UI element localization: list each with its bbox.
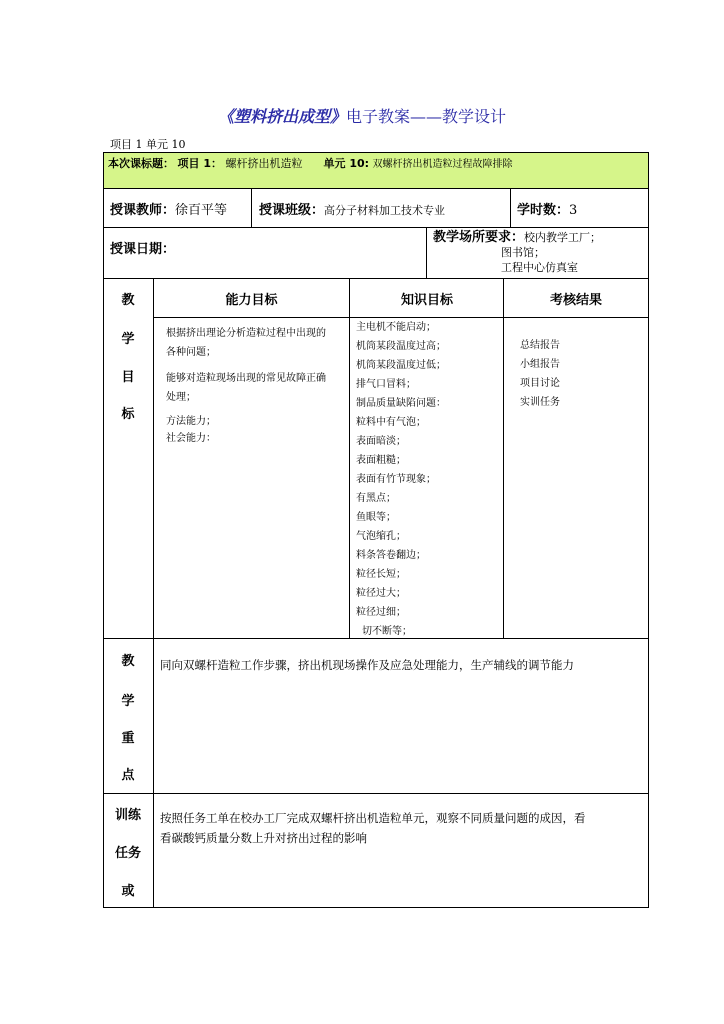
knowledge-item: 机筒某段温度过高； — [356, 341, 446, 352]
training-side-1: 训练 — [114, 808, 141, 823]
knowledge-item: 主电机不能启动； — [356, 322, 436, 333]
row-line — [103, 278, 649, 279]
col-ability-header: 能力目标 — [225, 293, 278, 308]
objectives-side-3: 目 — [121, 370, 135, 385]
class-value: 高分子材料加工技术专业 — [324, 204, 446, 217]
knowledge-item: 粒料中有气泡； — [356, 417, 426, 428]
ability-item: 各种问题； — [166, 347, 216, 358]
row-line — [103, 188, 649, 189]
row-line — [103, 793, 649, 794]
topic-label: 本次课标题： — [108, 157, 174, 170]
document-title-book: 《塑料挤出成型》 — [217, 107, 346, 126]
project-value: 螺杆挤出机造粒 — [225, 157, 303, 170]
knowledge-item: 粒径过细； — [356, 607, 406, 618]
training-line-2: 看碳酸钙质量分数上升对挤出过程的影响 — [160, 831, 367, 845]
document-title — [0, 104, 724, 127]
objectives-side-1: 教 — [121, 293, 135, 308]
knowledge-item: 鱼眼等； — [356, 512, 396, 523]
unit-value: 双螺杆挤出机造粒过程故障排除 — [372, 159, 513, 170]
knowledge-item: 表面暗淡； — [356, 436, 406, 447]
knowledge-list — [356, 318, 446, 641]
place-label: 教学场所要求： — [433, 230, 525, 245]
training-content — [160, 808, 586, 848]
col-knowledge-header: 知识目标 — [400, 293, 453, 308]
knowledge-item: 粒径过大； — [356, 588, 406, 599]
knowledge-item: 切不断等； — [362, 626, 412, 637]
place-line1: 校内教学工厂； — [524, 231, 602, 244]
knowledge-item: 气泡缩孔； — [356, 531, 406, 542]
keypoints-content: 同向双螺杆造粒工作步骤，挤出机现场操作及应急处理能力，生产辅线的调节能力 — [160, 658, 574, 672]
teacher-label: 授课教师： — [110, 203, 176, 218]
row-line — [103, 638, 649, 639]
hours-cell — [517, 199, 577, 218]
ability-item: 方法能力； — [166, 416, 216, 427]
keypoints-side-4: 点 — [121, 768, 135, 783]
place-cell — [433, 230, 601, 275]
date-label: 授课日期： — [110, 242, 176, 257]
teacher-cell — [110, 199, 227, 218]
knowledge-item: 粒径长短； — [356, 569, 406, 580]
header-topic — [108, 155, 513, 171]
assessment-item: 小组报告 — [520, 359, 560, 370]
hours-value: 3 — [569, 203, 578, 218]
assessment-item: 项目讨论 — [520, 378, 560, 389]
assessment-item: 实训任务 — [520, 397, 560, 408]
assessment-list — [520, 336, 560, 412]
col-line — [503, 278, 504, 639]
ability-item: 处理； — [166, 392, 196, 403]
project-reference: 项目 1 单元 10 — [110, 138, 186, 151]
table-border-bottom — [103, 907, 649, 908]
place-line3: 工程中心仿真室 — [501, 261, 578, 274]
hours-label: 学时数： — [517, 203, 570, 218]
col-line — [153, 278, 154, 908]
knowledge-item: 表面粗糙； — [356, 455, 406, 466]
keypoints-side-2: 学 — [121, 694, 135, 709]
knowledge-item: 制品质量缺陷问题： — [356, 398, 446, 409]
document-title-rest: 电子教案——教学设计 — [346, 107, 507, 126]
knowledge-item: 料条答卷翻边； — [356, 550, 426, 561]
training-side-2: 任务 — [114, 846, 141, 861]
keypoints-side-1: 教 — [121, 654, 135, 669]
class-cell — [259, 199, 445, 218]
objectives-side-2: 学 — [121, 332, 135, 347]
ability-item: 能够对造粒现场出现的常见故障正确 — [166, 373, 326, 384]
knowledge-item: 表面有竹节现象； — [356, 474, 436, 485]
ability-item: 社会能力： — [166, 433, 216, 444]
table-border-top — [103, 152, 649, 153]
place-line2: 图书馆； — [501, 246, 545, 259]
col-assessment-header: 考核结果 — [549, 293, 602, 308]
objectives-side-4: 标 — [121, 407, 135, 422]
class-label: 授课班级： — [259, 203, 325, 218]
col-line — [510, 188, 511, 228]
row-line — [103, 227, 649, 228]
knowledge-item: 机筒某段温度过低； — [356, 360, 446, 371]
ability-list — [166, 324, 326, 446]
row-line — [153, 317, 649, 318]
training-line-1: 按照任务工单在校办工厂完成双螺杆挤出机造粒单元，观察不同质量问题的成因，看 — [160, 811, 586, 825]
keypoints-side-3: 重 — [121, 731, 135, 746]
col-line — [349, 278, 350, 639]
knowledge-item: 排气口冒料； — [356, 379, 416, 390]
table-border-right — [648, 152, 649, 908]
project-label: 项目 1： — [177, 157, 222, 170]
col-line — [426, 227, 427, 279]
knowledge-item: 有黑点； — [356, 493, 396, 504]
assessment-item: 总结报告 — [520, 340, 560, 351]
table-border-left — [103, 152, 104, 908]
training-side-3: 或 — [121, 884, 135, 899]
ability-item: 根据挤出理论分析造粒过程中出现的 — [166, 328, 326, 339]
col-line — [251, 188, 252, 228]
teacher-value: 徐百平等 — [175, 203, 228, 218]
unit-label: 单元 10: — [323, 157, 370, 170]
